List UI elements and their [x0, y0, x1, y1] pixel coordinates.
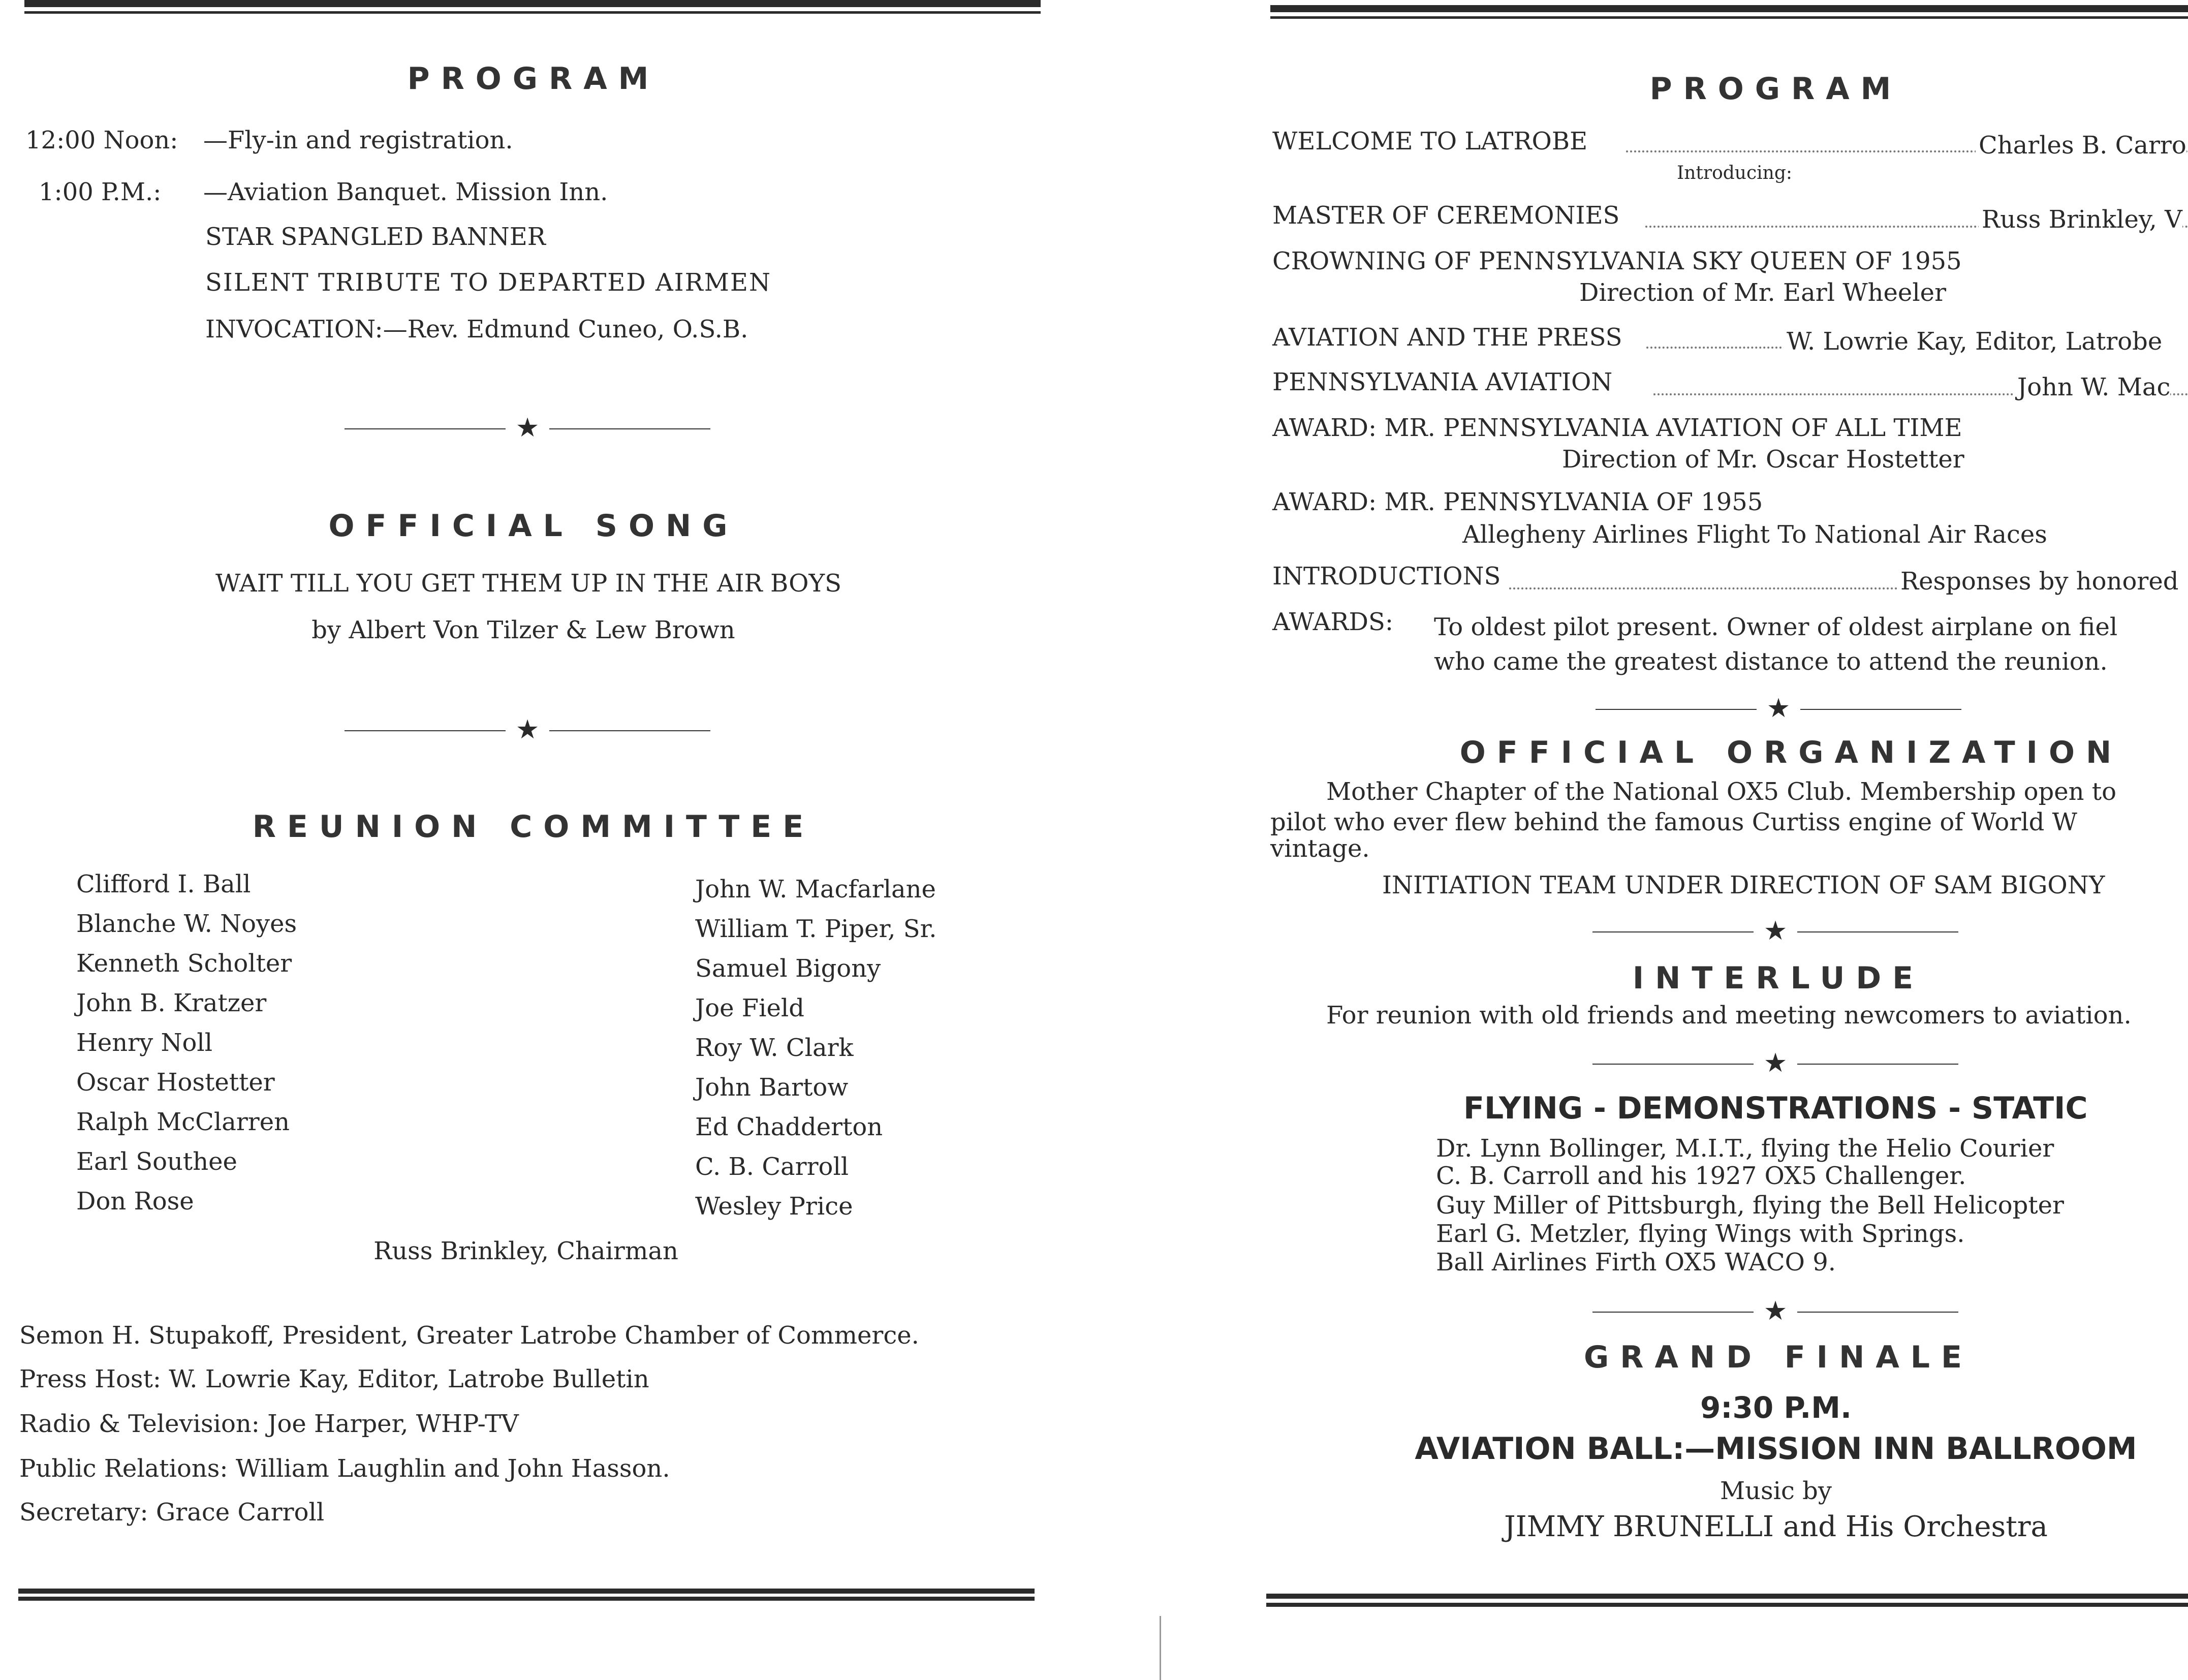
committee-member: Clifford I. Ball	[76, 870, 251, 898]
finale-time: 9:30 P.M.	[1700, 1390, 1852, 1425]
flying-item: Guy Miller of Pittsburgh, flying the Bell Helicopter	[1436, 1191, 2064, 1220]
introductions-name: Responses by honored	[1897, 567, 2178, 596]
org-text-line: pilot who ever flew behind the famous Curtiss engine of World W	[1270, 808, 2077, 836]
crowning-line: CROWNING OF PENNSYLVANIA SKY QUEEN OF 1955	[1272, 247, 1962, 275]
committee-member: Samuel Bigony	[695, 954, 881, 983]
star-icon: ★	[1766, 693, 1791, 724]
credit-line: Radio & Television: Joe Harper, WHP-TV	[19, 1410, 519, 1438]
star-icon: ★	[1763, 916, 1788, 946]
official-song-heading: OFFICIAL SONG	[328, 508, 739, 544]
committee-member: Joe Field	[695, 994, 804, 1022]
banquet-item: STAR SPANGLED BANNER	[205, 223, 546, 251]
interlude-text: For reunion with old friends and meeting newcomers to aviation.	[1326, 1001, 2132, 1030]
award1-sub: Direction of Mr. Oscar Hostetter	[1562, 445, 1964, 474]
master-name: Russ Brinkley, V	[1979, 205, 2182, 234]
org-text-line: vintage.	[1270, 834, 1370, 863]
song-name: WAIT TILL YOU GET THEM UP IN THE AIR BOYS	[215, 569, 842, 598]
star-icon: ★	[515, 714, 540, 745]
committee-member: Don Rose	[76, 1187, 194, 1216]
awards-label: AWARDS:	[1272, 608, 1394, 636]
org-text-line: Mother Chapter of the National OX5 Club. Membership open to	[1326, 777, 2116, 806]
star-icon: ★	[1763, 1048, 1788, 1078]
credit-line: Public Relations: William Laughlin and John Hasson.	[19, 1454, 670, 1483]
committee-member: Earl Southee	[76, 1147, 237, 1176]
committee-member: Ed Chadderton	[695, 1113, 883, 1141]
schedule-time-noon: 12:00 Noon:	[25, 126, 178, 154]
master-label: MASTER OF CEREMONIES	[1272, 201, 1620, 230]
music-by: Music by	[1720, 1477, 1832, 1505]
banquet-item: INVOCATION:—Rev. Edmund Cuneo, O.S.B.	[205, 315, 748, 344]
committee-member: Oscar Hostetter	[76, 1068, 275, 1097]
introducing-label: Introducing:	[1677, 163, 1793, 183]
committee-chairman: Russ Brinkley, Chairman	[373, 1237, 678, 1265]
program-heading: PROGRAM	[1649, 71, 1902, 107]
grand-finale-heading: GRAND FINALE	[1584, 1340, 1973, 1375]
credit-line: Semon H. Stupakoff, President, Greater Latrobe Chamber of Commerce.	[19, 1321, 919, 1350]
star-icon: ★	[1763, 1296, 1788, 1326]
schedule-time-1pm: 1:00 P.M.:	[39, 178, 162, 206]
awards-line: who came the greatest distance to attend the reunion.	[1434, 647, 2108, 676]
star-divider	[1592, 1048, 1958, 1078]
star-divider	[345, 714, 710, 745]
page-fold-line	[1160, 1616, 1161, 1680]
committee-member: Wesley Price	[695, 1192, 853, 1221]
star-divider	[1596, 693, 1961, 724]
press-label: AVIATION AND THE PRESS	[1272, 323, 1622, 352]
welcome-label: WELCOME TO LATROBE	[1272, 127, 1588, 155]
crowning-sub: Direction of Mr. Earl Wheeler	[1579, 278, 1947, 307]
pa-aviation-label: PENNSYLVANIA AVIATION	[1272, 368, 1613, 396]
credit-line: Press Host: W. Lowrie Kay, Editor, Latrobe Bulletin	[19, 1365, 649, 1393]
banquet-item: SILENT TRIBUTE TO DEPARTED AIRMEN	[205, 268, 771, 297]
schedule-text-noon: —Fly-in and registration.	[203, 126, 513, 154]
committee-member: Kenneth Scholter	[76, 949, 292, 978]
flying-item: C. B. Carroll and his 1927 OX5 Challenger.	[1436, 1162, 1966, 1190]
initiation-line: INITIATION TEAM UNDER DIRECTION OF SAM BIGONY	[1382, 871, 2105, 899]
star-divider	[1592, 916, 1958, 946]
awards-line: To oldest pilot present. Owner of oldest airplane on fiel	[1434, 613, 2118, 641]
flying-heading: FLYING - DEMONSTRATIONS - STATIC	[1463, 1091, 2088, 1126]
credit-line: Secretary: Grace Carroll	[19, 1498, 325, 1527]
star-divider	[345, 413, 710, 443]
star-icon: ★	[515, 413, 540, 443]
committee-member: Ralph McClarren	[76, 1108, 290, 1136]
schedule-text-1pm: —Aviation Banquet. Mission Inn.	[203, 178, 608, 206]
star-divider	[1592, 1296, 1958, 1326]
official-organization-heading: OFFICIAL ORGANIZATION	[1459, 735, 2123, 770]
committee-member: John B. Kratzer	[76, 989, 267, 1017]
song-authors: by Albert Von Tilzer & Lew Brown	[311, 616, 735, 644]
orchestra-name: JIMMY BRUNELLI and His Orchestra	[1504, 1510, 2048, 1543]
committee-member: William T. Piper, Sr.	[695, 915, 937, 943]
interlude-heading: INTERLUDE	[1632, 960, 1925, 996]
committee-member: Blanche W. Noyes	[76, 910, 297, 938]
pa-aviation-name: John W. Mac	[2014, 373, 2170, 401]
left-page	[0, 0, 1052, 1680]
flying-item: Earl G. Metzler, flying Wings with Springs.	[1436, 1220, 1965, 1248]
award1-line: AWARD: MR. PENNSYLVANIA AVIATION OF ALL TIME	[1272, 414, 1962, 442]
aviation-ball: AVIATION BALL:—MISSION INN BALLROOM	[1415, 1431, 2137, 1467]
committee-member: Henry Noll	[76, 1029, 213, 1057]
flying-item: Dr. Lynn Bollinger, M.I.T., flying the Helio Courier	[1436, 1134, 2054, 1163]
committee-member: John Bartow	[695, 1073, 849, 1102]
committee-member: C. B. Carroll	[695, 1153, 849, 1181]
program-heading: PROGRAM	[407, 61, 660, 97]
award2-line: AWARD: MR. PENNSYLVANIA OF 1955	[1272, 488, 1763, 516]
welcome-name: Charles B. Carro	[1976, 131, 2186, 160]
press-name: W. Lowrie Kay, Editor, Latrobe	[1784, 327, 2162, 356]
committee-member: Roy W. Clark	[695, 1034, 854, 1062]
reunion-committee-heading: REUNION COMMITTEE	[252, 809, 815, 845]
introductions-label: INTRODUCTIONS	[1272, 562, 1501, 590]
flying-item: Ball Airlines Firth OX5 WACO 9.	[1436, 1248, 1836, 1277]
right-page	[1255, 0, 2188, 1680]
award2-sub: Allegheny Airlines Flight To National Air Races	[1462, 520, 2047, 549]
committee-member: John W. Macfarlane	[695, 875, 936, 904]
